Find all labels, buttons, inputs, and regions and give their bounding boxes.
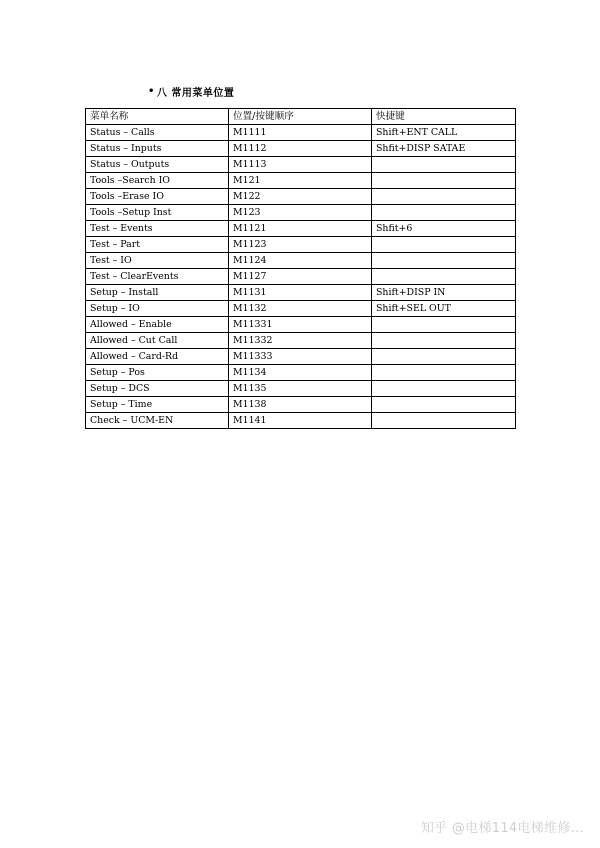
cell-position: M121 — [229, 173, 372, 189]
cell-shortcut — [372, 365, 516, 381]
cell-position: M1131 — [229, 285, 372, 301]
cell-shortcut: Shift+ENT CALL — [372, 125, 516, 141]
bullet-icon: • — [148, 86, 155, 97]
table-row — [86, 349, 516, 365]
table-row — [86, 125, 516, 141]
cell-position: M1113 — [229, 157, 372, 173]
cell-shortcut: Shift+SEL OUT — [372, 301, 516, 317]
cell-menu-name: Tools –Setup Inst — [86, 205, 229, 221]
cell-menu-name: Test – Events — [86, 221, 229, 237]
cell-position: M1132 — [229, 301, 372, 317]
table-row — [86, 189, 516, 205]
cell-position: M11331 — [229, 317, 372, 333]
table-row — [86, 253, 516, 269]
cell-position: M11332 — [229, 333, 372, 349]
table-row — [86, 381, 516, 397]
cell-shortcut: Shfit+6 — [372, 221, 516, 237]
cell-shortcut: Shfit+DISP SATAE — [372, 141, 516, 157]
table-row — [86, 413, 516, 429]
table-row — [86, 333, 516, 349]
cell-shortcut — [372, 349, 516, 365]
cell-position: M1134 — [229, 365, 372, 381]
cell-shortcut — [372, 381, 516, 397]
cell-menu-name: Tools –Erase IO — [86, 189, 229, 205]
cell-menu-name: Status – Outputs — [86, 157, 229, 173]
cell-position: M123 — [229, 205, 372, 221]
table-row — [86, 365, 516, 381]
menu-location-table — [85, 108, 516, 429]
cell-menu-name: Setup – Install — [86, 285, 229, 301]
table-row — [86, 397, 516, 413]
cell-shortcut — [372, 173, 516, 189]
cell-shortcut — [372, 189, 516, 205]
cell-shortcut — [372, 205, 516, 221]
table-row — [86, 317, 516, 333]
cell-shortcut — [372, 253, 516, 269]
cell-position: M122 — [229, 189, 372, 205]
section-heading — [148, 84, 234, 99]
header-menu-name: 菜单名称 — [86, 109, 229, 125]
table-row — [86, 301, 516, 317]
cell-menu-name: Status – Calls — [86, 125, 229, 141]
cell-position: M1111 — [229, 125, 372, 141]
cell-menu-name: Allowed – Card-Rd — [86, 349, 229, 365]
cell-menu-name: Status – Inputs — [86, 141, 229, 157]
cell-shortcut — [372, 269, 516, 285]
cell-menu-name: Check – UCM-EN — [86, 413, 229, 429]
cell-position: M11333 — [229, 349, 372, 365]
cell-menu-name: Setup – IO — [86, 301, 229, 317]
cell-menu-name: Allowed – Cut Call — [86, 333, 229, 349]
cell-position: M1138 — [229, 397, 372, 413]
header-position-sequence: 位置/按键顺序 — [229, 109, 372, 125]
cell-menu-name: Test – Part — [86, 237, 229, 253]
section-title: 八 常用菜单位置 — [156, 88, 235, 99]
cell-menu-name: Test – IO — [86, 253, 229, 269]
cell-position: M1141 — [229, 413, 372, 429]
cell-position: M1135 — [229, 381, 372, 397]
cell-shortcut: Shift+DISP IN — [372, 285, 516, 301]
cell-position: M1127 — [229, 269, 372, 285]
header-shortcut: 快捷键 — [372, 109, 516, 125]
watermark: 知乎 @电梯114电梯维修... — [420, 821, 584, 836]
table-row — [86, 285, 516, 301]
cell-shortcut — [372, 317, 516, 333]
cell-shortcut — [372, 397, 516, 413]
cell-menu-name: Setup – Pos — [86, 365, 229, 381]
table-row — [86, 237, 516, 253]
table-header-row — [86, 109, 516, 125]
cell-menu-name: Tools –Search IO — [86, 173, 229, 189]
table-row — [86, 157, 516, 173]
cell-position: M1123 — [229, 237, 372, 253]
table-body — [86, 125, 516, 429]
table-row — [86, 173, 516, 189]
cell-shortcut — [372, 157, 516, 173]
table-row — [86, 269, 516, 285]
cell-shortcut — [372, 333, 516, 349]
cell-shortcut — [372, 413, 516, 429]
cell-position: M1121 — [229, 221, 372, 237]
table-row — [86, 141, 516, 157]
cell-menu-name: Test – ClearEvents — [86, 269, 229, 285]
table-row — [86, 205, 516, 221]
table-row — [86, 221, 516, 237]
cell-position: M1112 — [229, 141, 372, 157]
cell-shortcut — [372, 237, 516, 253]
cell-position: M1124 — [229, 253, 372, 269]
cell-menu-name: Allowed – Enable — [86, 317, 229, 333]
cell-menu-name: Setup – Time — [86, 397, 229, 413]
cell-menu-name: Setup – DCS — [86, 381, 229, 397]
